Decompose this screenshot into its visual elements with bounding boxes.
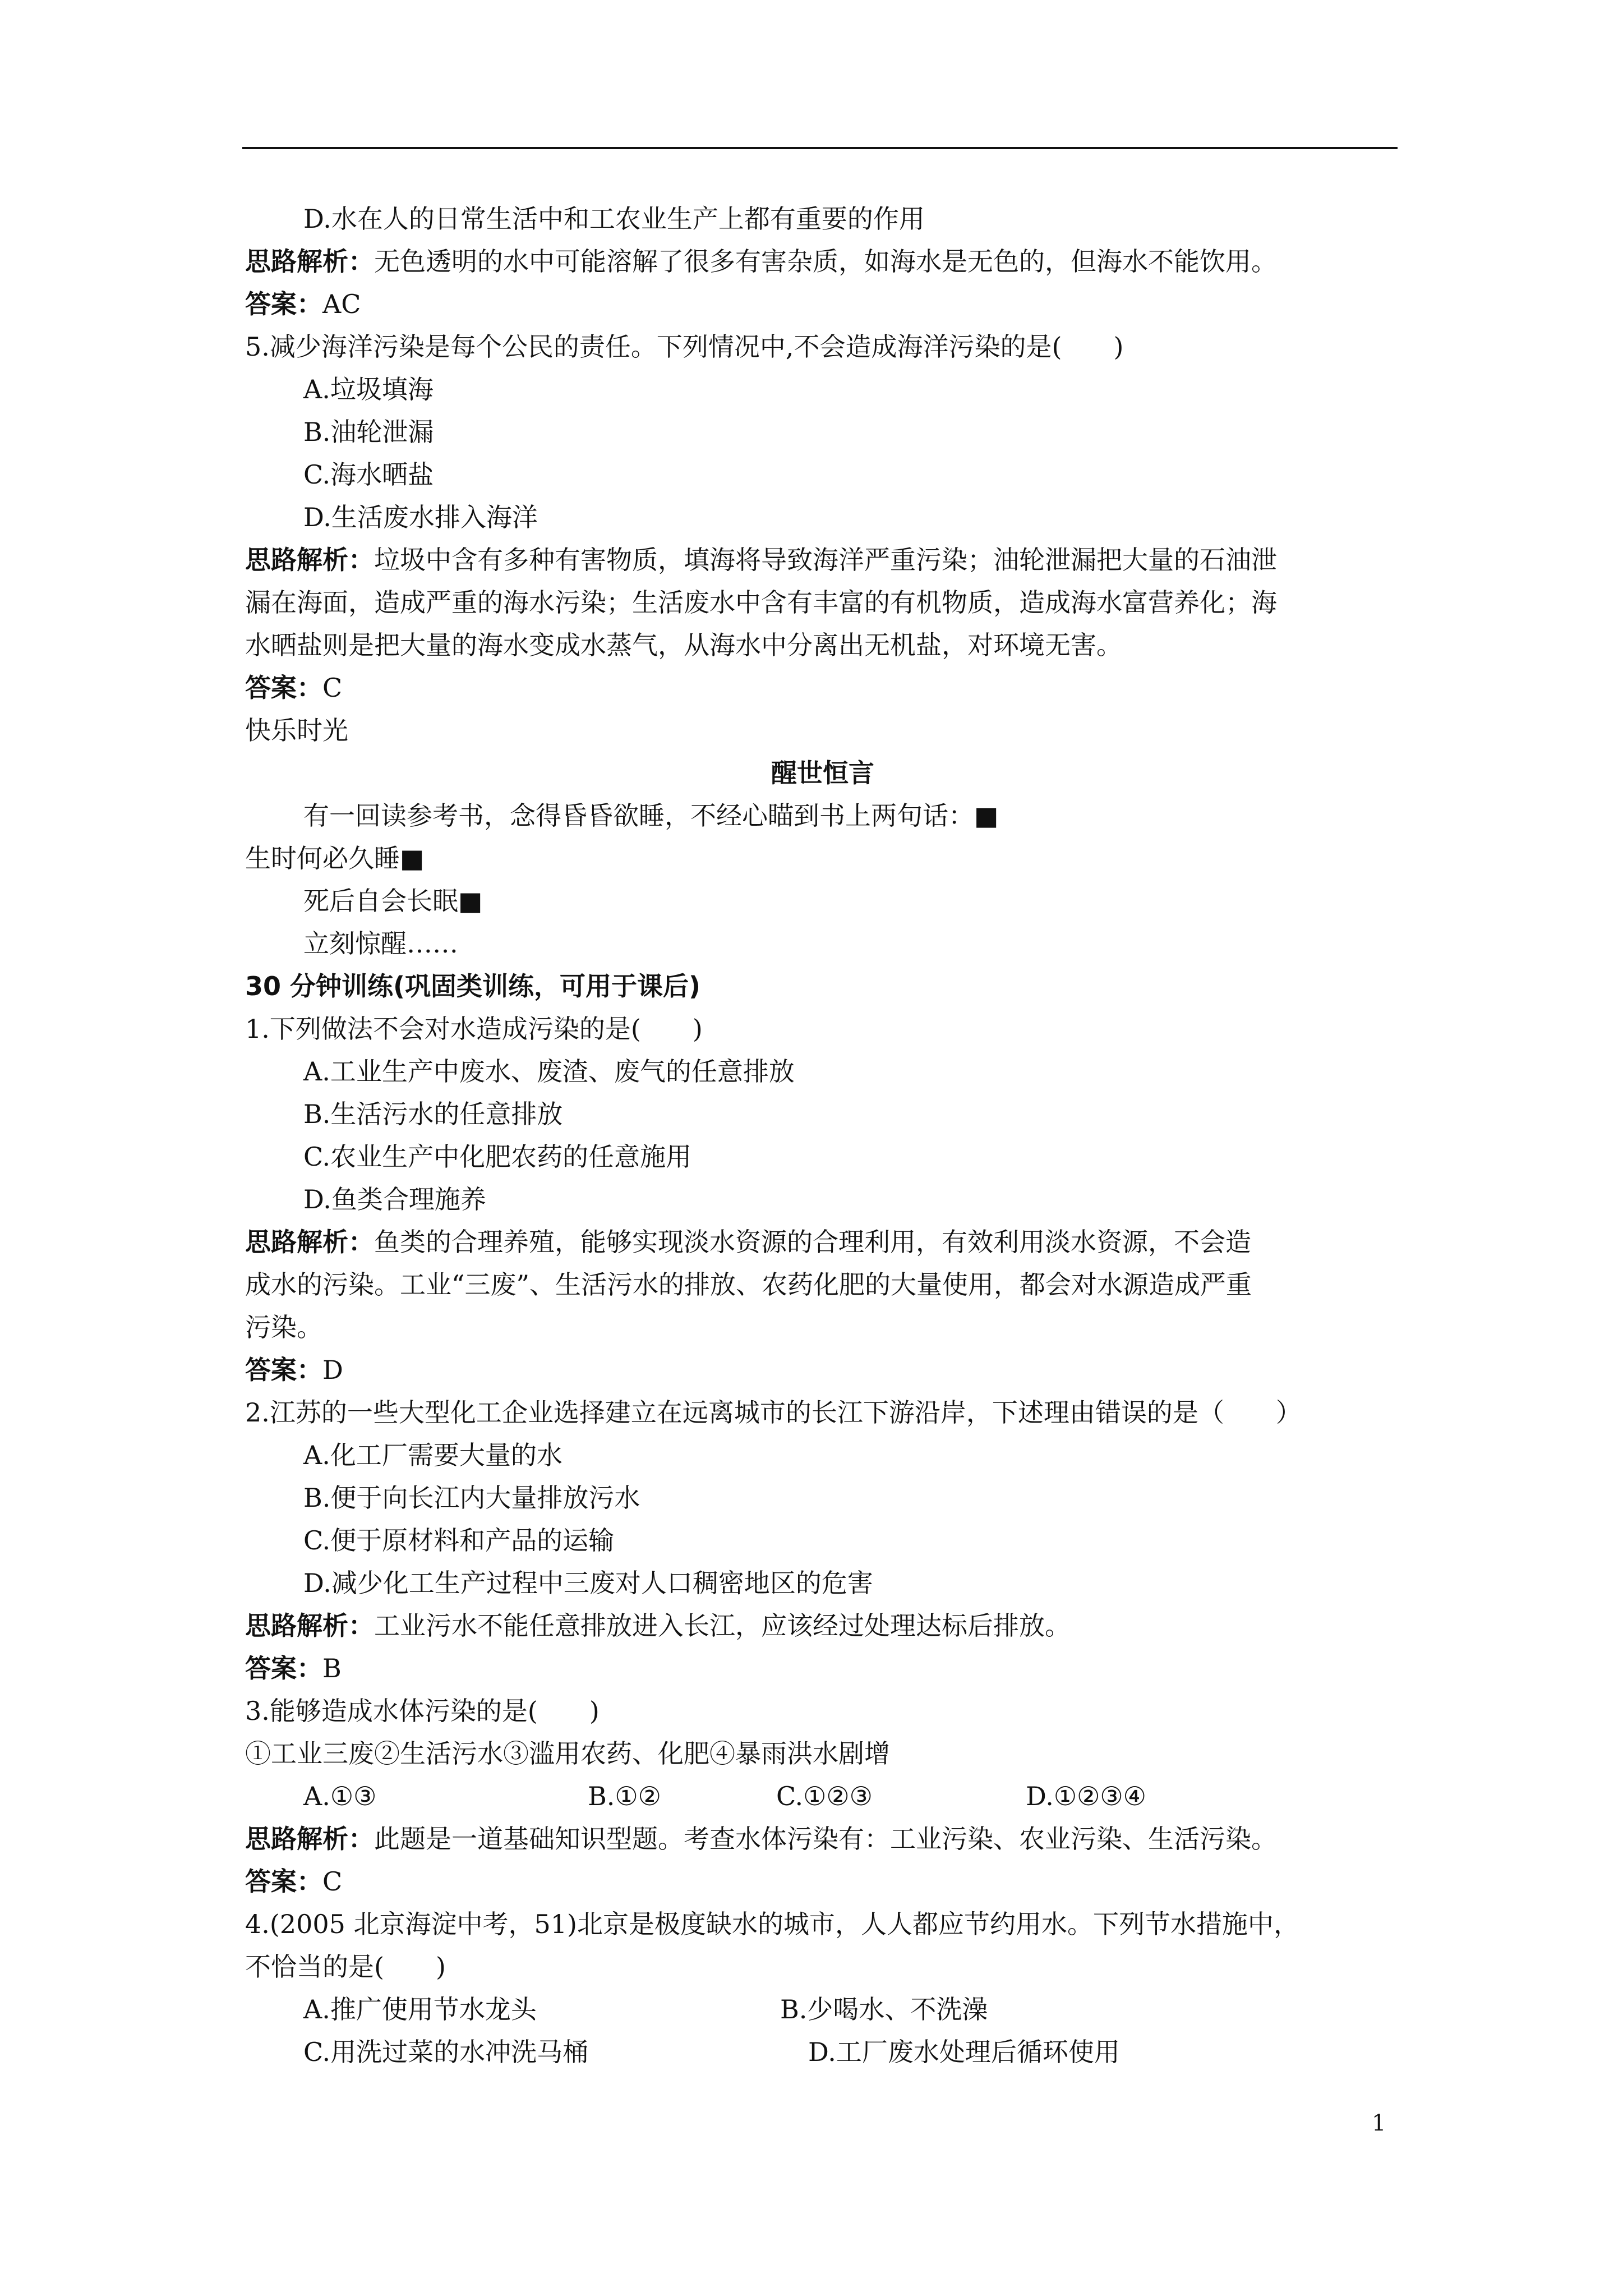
answer-line (245, 1860, 1400, 1903)
text-line (245, 325, 1400, 368)
text-line (245, 1945, 1400, 1988)
line-text: 工业污水不能任意排放进入长江，应该经过处理达标后排放。 (374, 1611, 1071, 1641)
line-text: 4.(2005 北京海淀中考，51)北京是极度缺水的城市，人人都应节约用水。下列节水措施中， (245, 1909, 1300, 1939)
answer-line (245, 240, 1400, 283)
line-text: 立刻惊醒…… (303, 928, 458, 959)
line-text: 2.江苏的一些大型化工企业选择建立在远离城市的长江下游沿岸，下述理由错误的是（ ） (245, 1397, 1302, 1428)
option: A.推广使用节水龙头 (303, 1994, 537, 2024)
text-line (245, 1434, 1400, 1476)
line-label: 答案： (245, 1866, 322, 1897)
line-text: A.垃圾填海 (303, 374, 434, 404)
answer-line (245, 666, 1400, 709)
answer-line (245, 283, 1400, 325)
header-rule (242, 147, 1398, 149)
answer-line (245, 1349, 1400, 1391)
text-line (245, 453, 1400, 496)
line-text: 污染。 (245, 1312, 322, 1342)
text-line (245, 1562, 1400, 1604)
line-text: C.便于原材料和产品的运输 (303, 1525, 615, 1556)
text-line (245, 709, 1400, 752)
line-text: 鱼类的合理养殖，能够实现淡水资源的合理利用，有效利用淡水资源，不会造 (374, 1227, 1251, 1257)
line-text: C.农业生产中化肥农药的任意施用 (303, 1142, 692, 1172)
answer-line (245, 539, 1400, 581)
line-text: 无色透明的水中可能溶解了很多有害杂质，如海水是无色的，但海水不能饮用。 (374, 246, 1277, 277)
document-body (245, 197, 1400, 2073)
option: D.①②③④ (1026, 1781, 1146, 1811)
line-text: D (322, 1355, 343, 1385)
text-line (245, 496, 1400, 539)
line-text: 1.下列做法不会对水造成污染的是( ) (245, 1014, 703, 1044)
line-text: D.生活废水排入海洋 (303, 502, 538, 532)
option: B.①② (588, 1781, 661, 1811)
line-text: 快乐时光 (245, 715, 348, 746)
text-line (245, 1093, 1400, 1135)
text-line (245, 197, 1400, 240)
line-label: 答案： (245, 1355, 322, 1385)
line-text: D.减少化工生产过程中三废对人口稠密地区的危害 (303, 1568, 873, 1598)
text-line (245, 1903, 1400, 1945)
line-text: ①工业三废②生活污水③滥用农药、化肥④暴雨洪水剧增 (245, 1738, 890, 1769)
line-text: D.水在人的日常生活中和工农业生产上都有重要的作用 (303, 204, 925, 234)
line-label: 思路解析： (245, 1611, 374, 1641)
content-lines (245, 197, 1400, 1775)
text-line (245, 1732, 1400, 1775)
line-text: 5.减少海洋污染是每个公民的责任。下列情况中,不会造成海洋污染的是( ) (245, 332, 1124, 362)
q3-options (245, 1775, 1400, 1818)
content-lines-after (245, 1818, 1400, 1988)
answer-line (245, 1221, 1400, 1263)
line-text: 生时何必久睡■ (245, 843, 425, 873)
line-text: 不恰当的是( ) (245, 1952, 446, 1982)
answer-line (245, 1647, 1400, 1690)
line-text: A.化工厂需要大量的水 (303, 1440, 562, 1470)
line-text: A.工业生产中废水、废渣、废气的任意排放 (303, 1056, 795, 1087)
line-label: 思路解析： (245, 1824, 374, 1854)
line-text: 垃圾中含有多种有害物质，填海将导致海洋严重污染；油轮泄漏把大量的石油泄 (374, 545, 1277, 575)
option: D.工厂废水处理后循环使用 (808, 2037, 1120, 2067)
text-line (245, 581, 1400, 624)
text-line (245, 624, 1400, 666)
text-line (245, 1263, 1400, 1306)
line-text: D.鱼类合理施养 (303, 1184, 486, 1214)
option: B.少喝水、不洗澡 (780, 1994, 988, 2024)
line-text: 3.能够造成水体污染的是( ) (245, 1696, 600, 1726)
text-line (245, 1391, 1400, 1434)
line-text: B.便于向长江内大量排放污水 (303, 1483, 640, 1513)
text-line (245, 837, 1400, 880)
line-text: C (322, 673, 343, 703)
line-label: 思路解析： (245, 545, 374, 575)
line-text: 漏在海面，造成严重的海水污染；生活废水中含有丰富的有机物质，造成海水富营养化；海 (245, 587, 1277, 618)
line-text: AC (322, 289, 361, 319)
line-text: B (322, 1653, 342, 1683)
line-text: 死后自会长眠■ (303, 886, 483, 916)
line-label: 思路解析： (245, 246, 374, 277)
text-line (245, 1690, 1400, 1732)
text-line (245, 965, 1400, 1007)
text-line (245, 1519, 1400, 1562)
line-text: B.油轮泄漏 (303, 417, 434, 447)
text-line (245, 411, 1400, 453)
answer-line (245, 1818, 1400, 1860)
line-text: 此题是一道基础知识型题。考查水体污染有：工业污染、农业污染、生活污染。 (374, 1824, 1277, 1854)
text-line (245, 1306, 1400, 1349)
text-line (245, 922, 1400, 965)
line-text: 30 分钟训练(巩固类训练，可用于课后) (245, 971, 701, 1001)
line-text: 成水的污染。工业“三废”、生活污水的排放、农药化肥的大量使用，都会对水源造成严重 (245, 1269, 1252, 1300)
line-text: 水晒盐则是把大量的海水变成水蒸气，从海水中分离出无机盐，对环境无害。 (245, 630, 1122, 660)
line-text: B.生活污水的任意排放 (303, 1099, 563, 1129)
option: A.①③ (303, 1781, 377, 1811)
line-text: C.海水晒盐 (303, 459, 434, 490)
q4-options-row-2 (245, 2031, 1400, 2073)
text-line (245, 794, 1400, 837)
line-text: 有一回读参考书，念得昏昏欲睡，不经心瞄到书上两句话：■ (303, 800, 999, 831)
q4-options-row-1 (245, 1988, 1400, 2031)
text-line (245, 1050, 1400, 1093)
line-label: 答案： (245, 673, 322, 703)
line-text: C (322, 1866, 343, 1897)
text-line (245, 368, 1400, 411)
text-line (245, 1476, 1400, 1519)
line-text: 醒世恒言 (771, 758, 874, 788)
line-label: 答案： (245, 1653, 322, 1683)
section-title (245, 752, 1400, 794)
text-line (245, 1007, 1400, 1050)
line-label: 答案： (245, 289, 322, 319)
option: C.①②③ (776, 1781, 873, 1811)
text-line (245, 880, 1400, 922)
answer-line (245, 1604, 1400, 1647)
option: C.用洗过菜的水冲洗马桶 (303, 2037, 589, 2067)
text-line (245, 1178, 1400, 1221)
page-number: 1 (1372, 2110, 1386, 2136)
text-line (245, 1135, 1400, 1178)
line-label: 思路解析： (245, 1227, 374, 1257)
